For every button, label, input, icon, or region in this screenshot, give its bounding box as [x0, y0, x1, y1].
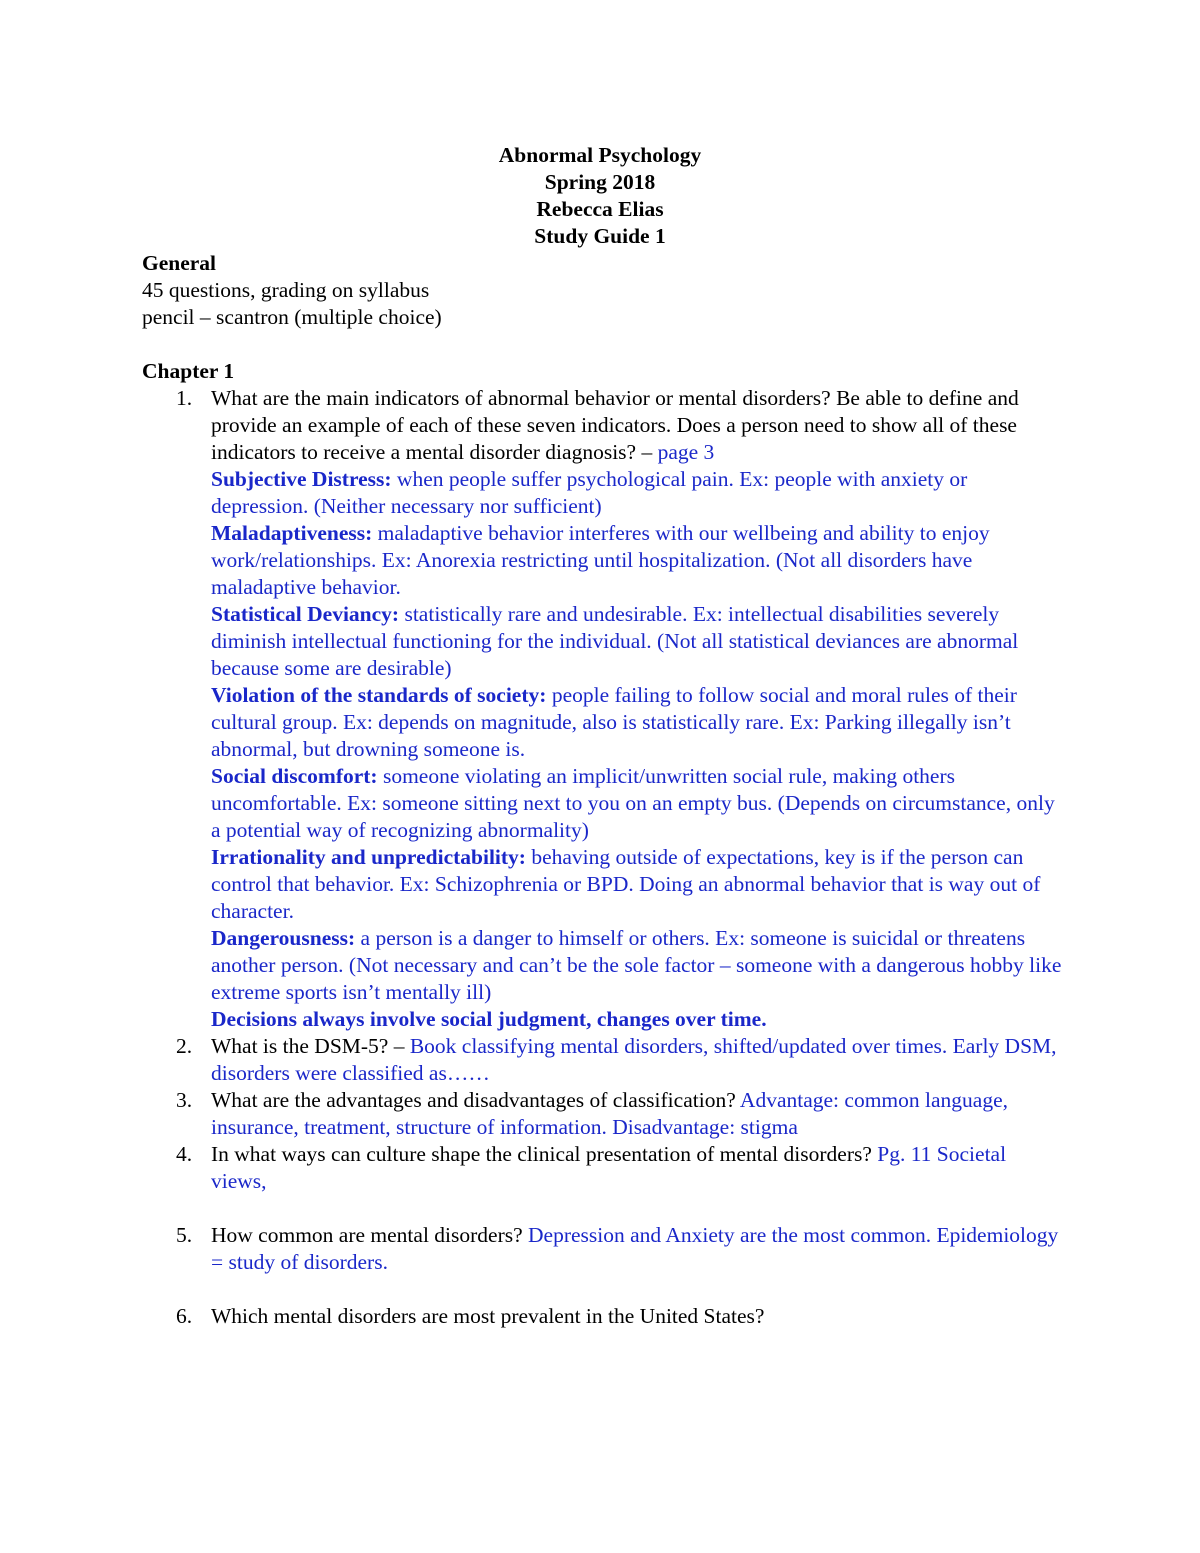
indicator-statistical-deviancy [211, 601, 1062, 682]
indicator-conclusion: Decisions always involve social judgment, changes over time. [211, 1007, 767, 1031]
question-text: What are the main indicators of abnormal behavior or mental disorders? Be able to define and provide an example of each of these seven indicators. Does a person need to show all of these indicators to receive a mental disorder diagnosis? – [211, 386, 1019, 464]
question-item [142, 1087, 1062, 1141]
indicator-subjective-distress [211, 466, 1062, 520]
chapter-1-section [142, 358, 1062, 1330]
author-name: Rebecca Elias [536, 197, 664, 221]
indicator-text: statistically rare and undesirable. Ex: intellectual disabilities severely diminish intellectual functioning for the individual. (Not all statistical deviances are abnormal because some are desirable) [211, 602, 1019, 680]
indicator-irrationality [211, 844, 1062, 925]
indicator-term: Violation of the standards of society: [211, 683, 547, 707]
indicator-term: Irrationality and unpredictability: [211, 845, 526, 869]
question-item [142, 1033, 1062, 1087]
general-heading: General [142, 251, 217, 275]
question-number: 6. [176, 1304, 193, 1328]
question-text: In what ways can culture shape the clinical presentation of mental disorders? [211, 1142, 872, 1166]
indicator-text: a person is a danger to himself or others. Ex: someone is suicidal or threatens another person. (Not necessary and can’t be the sole factor – someone with a dangerous hobby like extreme sports isn’t mentally ill) [211, 926, 1062, 1004]
indicator-text: when people suffer psychological pain. Ex: people with anxiety or depression. (Neither necessary nor sufficient) [211, 467, 968, 518]
question-item [142, 1303, 1062, 1330]
indicator-maladaptiveness [211, 520, 1062, 601]
answer-text: page 3 [652, 440, 715, 464]
question-number: 4. [176, 1142, 193, 1166]
section-spacer [142, 331, 1062, 358]
answer-text: Book classifying mental disorders, shifted/updated over times. Early DSM, disorders were classified as…… [211, 1034, 1057, 1085]
general-line: 45 questions, grading on syllabus [142, 278, 430, 302]
question-text: How common are mental disorders? [211, 1223, 523, 1247]
indicator-term: Dangerousness: [211, 926, 356, 950]
question-text: Which mental disorders are most prevalent in the United States? [211, 1304, 765, 1328]
question-number: 5. [176, 1223, 193, 1247]
indicator-dangerousness [211, 925, 1062, 1006]
general-section [142, 250, 1062, 331]
question-number: 2. [176, 1034, 193, 1058]
indicator-text: behaving outside of expectations, key is if the person can control that behavior. Ex: Schizophrenia or BPD. Doing an abnormal behavior that is way out of character. [211, 845, 1041, 923]
question-text: What is the DSM-5? – [211, 1034, 405, 1058]
term-label: Spring 2018 [544, 170, 656, 194]
indicator-text: people failing to follow social and moral rules of their cultural group. Ex: depends on magnitude, also is statistically rare. Ex: Parking illegally isn’t abnormal, but drowning someone is. [211, 683, 1017, 761]
indicator-term: Maladaptiveness: [211, 521, 373, 545]
course-title: Abnormal Psychology [498, 143, 702, 167]
question-item [142, 1141, 1062, 1195]
indicator-term: Social discomfort: [211, 764, 378, 788]
chapter-1-heading: Chapter 1 [142, 359, 235, 383]
answer-text: Advantage: common language, insurance, treatment, structure of information. Disadvantage: stigma [211, 1088, 1008, 1139]
document-header [142, 142, 1058, 250]
indicator-text: maladaptive behavior interferes with our wellbeing and ability to enjoy work/relationships. Ex: Anorexia restricting until hospitalization. (Not all disorders have maladaptive behavior. [211, 521, 990, 599]
question-item [142, 1222, 1062, 1276]
question-text: What are the advantages and disadvantages of classification? [211, 1088, 736, 1112]
general-line: pencil – scantron (multiple choice) [142, 305, 442, 329]
question-list [142, 385, 1062, 1330]
document-title: Study Guide 1 [534, 224, 666, 248]
indicator-term: Statistical Deviancy: [211, 602, 400, 626]
answer-text: Pg. 11 Societal views, [211, 1142, 1007, 1193]
answer-text: Depression and Anxiety are the most common. Epidemiology = study of disorders. [211, 1223, 1059, 1274]
question-number: 1. [176, 386, 193, 410]
indicator-text: someone violating an implicit/unwritten social rule, making others uncomfortable. Ex: someone sitting next to you on an empty bus. (Depends on circumstance, only a potential way of recognizing abnormality) [211, 764, 1055, 842]
indicator-violation-of-standards [211, 682, 1062, 763]
question-item [142, 385, 1062, 1033]
question-number: 3. [176, 1088, 193, 1112]
document-page [142, 142, 1062, 1330]
indicator-term: Subjective Distress: [211, 467, 392, 491]
indicator-social-discomfort [211, 763, 1062, 844]
